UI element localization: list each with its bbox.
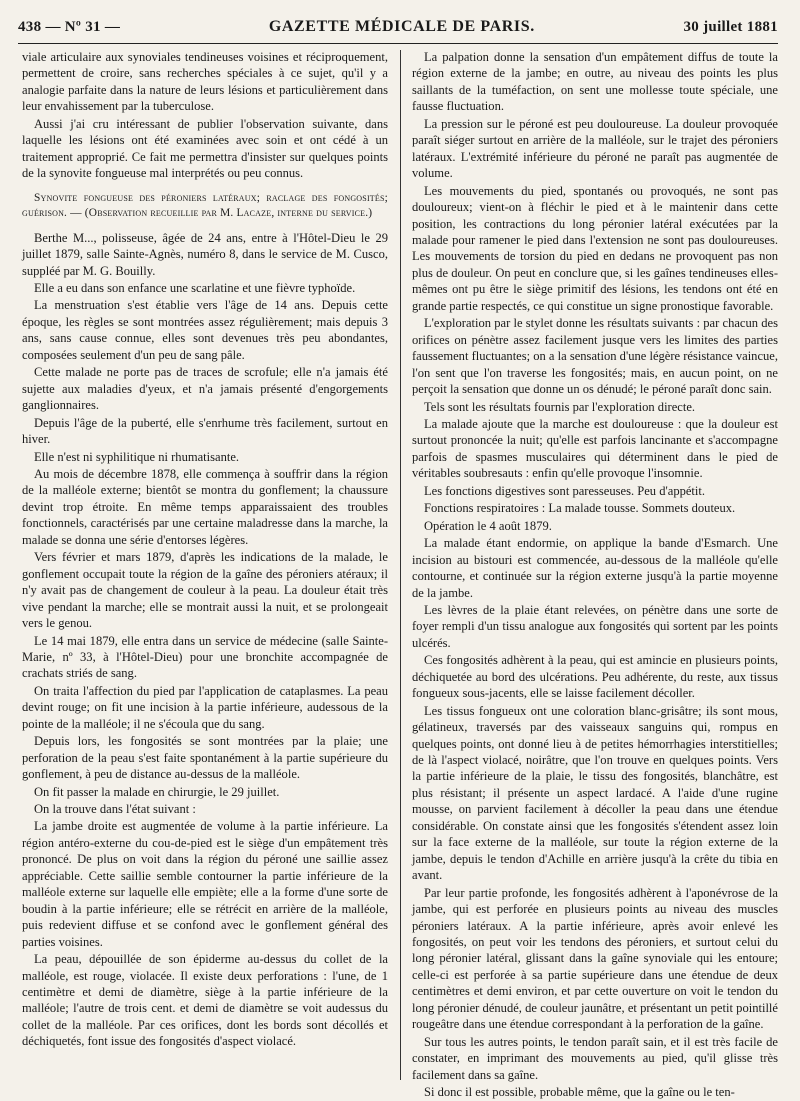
page-number: 438 — Nº 31 — <box>18 18 121 35</box>
paragraph: Berthe M..., polisseuse, âgée de 24 ans, entre à l'Hôtel-Dieu le 29 juillet 1879, salle Sainte-Agnès, numéro 8, dans le service de M. Cusco, suppléé par M. G. Bouilly. <box>22 230 388 278</box>
paragraph: Depuis l'âge de la puberté, elle s'enrhume très facilement, surtout en hiver. <box>22 415 388 447</box>
paragraph: Si donc il est possible, probable même, que la gaîne ou le ten- <box>424 1085 735 1100</box>
paragraph: La jambe droite est augmentée de volume à la partie inférieure. La région antéro-externe du cou-de-pied est le siège d'un empâtement très prononcé. De plus on voit dans la région du péroné une saillie assez appréciable. Cette saillie semble contourner la partie inférieure de la malléole externe sur laquelle elle empiète; elle a la forme d'une sorte de boudin à la partie inférieure; elle se rétrécit en arrière de la malléole, puis redevient diffuse et se confond avec le gonflement général des parties voisines. <box>22 819 388 949</box>
paragraph: Tels sont les résultats fournis par l'exploration directe. <box>424 399 696 414</box>
journal-title: GAZETTE MÉDICALE DE PARIS. <box>268 18 535 35</box>
paragraph: Elle a eu dans son enfance une scarlatine et une fièvre typhoïde. <box>34 280 356 295</box>
paragraph: La peau, dépouillée de son épiderme au-dessus du collet de la malléole, est rouge, violacée. Il existe deux perforations : l'une, de 1 centimètre et demi de diamètre, siège à la partie inférieure de la malléole; l'autre de trois cent. et demi de diamètre se voit audessus du collet de la malléole. Par ces orifices, dont les bords sont décollés et déchiquetés, font issue des fongosités d'aspect violacé. <box>22 952 388 1049</box>
paragraph: La palpation donne la sensation d'un empâtement diffus de toute la région externe de la jambe; en outre, au niveau des points les plus saillants de la tuméfaction, on sent une mollesse toute spéciale, une fausse fluctuation. <box>412 50 778 114</box>
paragraph: La menstruation s'est établie vers l'âge de 14 ans. Depuis cette époque, les règles se sont montrées assez régulièrement; mais depuis 3 ans, sans cause connue, elles sont devenues très peu abondantes, composées seulement d'un peu de sang pâle. <box>22 298 388 362</box>
paragraph: Les lèvres de la plaie étant relevées, on pénètre dans une sorte de foyer rempli d'un tissu analogue aux fongosités qui sortent par les points ulcérés. <box>412 602 778 650</box>
paragraph: La malade étant endormie, on applique la bande d'Esmarch. Une incision au bistouri est commencée, au-dessous de la malléole qu'elle contourne, et continuée sur la région externe jusqu'à la partie moyenne de la jambe. <box>412 536 778 600</box>
right-column <box>412 49 778 1100</box>
paragraph: Le 14 mai 1879, elle entra dans un service de médecine (salle Sainte-Marie, nº 33, à l'Hôtel-Dieu) pour une bronchite accompagnée de crachats striés de sang. <box>22 633 388 681</box>
paragraph: La malade ajoute que la marche est douloureuse : que la douleur est surtout prononcée la nuit; qu'elle est parfois lancinante et s'accompagne parfois de spasmes musculaires qui déterminent dans le pied de véritables soubresauts : enfin qu'elle provoque l'insomnie. <box>412 416 778 481</box>
paragraph: Ces fongosités adhèrent à la peau, qui est amincie en plusieurs points, déchiquetée au bord des ulcérations. Peu adhérente, du reste, aux tissus fongueux sous-jacents, elle se laisse facilement décoller. <box>412 653 778 701</box>
paragraph: Elle n'est ni syphilitique ni rhumatisante. <box>34 449 240 464</box>
paragraph: La pression sur le péroné est peu douloureuse. La douleur provoquée paraît siéger surtout en arrière de la malléole, sur le trajet des péroniers latéraux. L'extrémité inférieure du péroné ne paraît pas augmentée de volume. <box>412 116 778 181</box>
paragraph: Les tissus fongueux ont une coloration blanc-grisâtre; ils sont mous, gélatineux, traversés par des vaisseaux sanguins qui, rompus en quelques points, ont donné lieu à de petites hémorrhagies interstitielles; de là l'aspect violacé, noirâtre, que l'on trouve en quelques points. Vers la partie inférieure de la plaie, le tissu des fongosités, blanchâtre, est plus résistant; il présente un aspect lardacé. A l'aide d'une rugine mousse, on parvient facilement à décoller la peau dans une étendue considérable. On constate ainsi que les fongosités s'étendent assez loin sur la face externe de la malléole, sur toute la région externe de la jambe, depuis le tendon d'Achille en arrière jusqu'à la crête du tibia en avant. <box>412 703 778 883</box>
paragraph: Opération le 4 août 1879. <box>424 518 552 533</box>
paragraph: Les fonctions digestives sont paresseuses. Peu d'appétit. <box>424 483 706 498</box>
paragraph: Au mois de décembre 1878, elle commença à souffrir dans la région de la malléole externe; bientôt se montra du gonflement; la chaussure devint trop étroite. En même temps apparaissaient des troubles fonctionnels, caractérisés par une certaine maladresse dans la marche, la malade se donna une série d'entorses légères. <box>22 466 388 547</box>
page-header <box>18 14 778 40</box>
paragraph: viale articulaire aux synoviales tendineuses voisines et réciproquement, permettent de croire, sans recherches spéciales à ce sujet, qu'il y a analogie parfaite dans la nature de leurs lésions et particulièrement dans leur envahissement par la tuberculose. <box>22 50 388 114</box>
paragraph: Vers février et mars 1879, d'après les indications de la malade, le gonflement occupait toute la région de la gaîne des péroniers atéraux; il n'y avait pas de changement de couleur à la peau. La douleur était très vive pendant la marche; elle se montrait aussi la nuit, et se prolongeait vers le genou. <box>22 550 388 631</box>
paragraph: Fonctions respiratoires : La malade tousse. Sommets douteux. <box>424 501 736 516</box>
paragraph: Cette malade ne porte pas de traces de scrofule; elle n'a jamais été sujette aux maladies d'yeux, et n'a jamais présenté d'engorgements ganglionnaires. <box>22 365 388 413</box>
paragraph: Aussi j'ai cru intéressant de publier l'observation suivante, dans laquelle les lésions ont été examinées avec soin et ont cédé à un traitement approprié. Ce fait me permettra d'insister sur quelques points de la synovite fongueuse mal interprétés ou peu connus. <box>22 116 388 181</box>
paragraph: Depuis lors, les fongosités se sont montrées par la plaie; une perforation de la peau s'est faite spontanément à la partie supérieure du gonflement, à peu de distance au-dessus de la malléole. <box>22 734 388 782</box>
paragraph: On traita l'affection du pied par l'application de cataplasmes. La peau devint rouge; on fit une incision à la partie inférieure, audessous de la pointe de la malléole; il ne s'écoula que du sang. <box>22 683 388 731</box>
column-divider <box>400 50 401 1080</box>
paragraph: On la trouve dans l'état suivant : <box>34 802 196 817</box>
left-column <box>22 49 388 1084</box>
paragraph: On fit passer la malade en chirurgie, le 29 juillet. <box>34 784 280 799</box>
paragraph: Les mouvements du pied, spontanés ou provoqués, ne sont pas douloureux; vient-on à fléchir le pied et à le maintenir dans cette position, les contractions du long péronier latéral exécutées par la malade pour ramener le pied dans l'extension ne sont pas douloureuses. Les mouvements de torsion du pied en dedans ne provoquent pas non plus de douleur. On peut en conclure que, si les gaînes tendineuses elles-mêmes ont pu être le siège primitif des lésions, les tendons ont été en grande partie respectés, ce qui constitue un signe pronostique favorable. <box>412 183 778 313</box>
paragraph: L'exploration par le stylet donne les résultats suivants : par chacun des orifices on pénètre assez facilement jusque vers les limites des parties faussement fluctuantes; on a la sensation d'une légère résistance vaincue, l'on sent que l'on traverse les fongosités; mais, en aucun point, on ne perçoit la sensation que donne un os dénudé; le péroné paraît donc sain. <box>412 316 778 397</box>
paragraph: Par leur partie profonde, les fongosités adhèrent à l'aponévrose de la jambe, qui est perforée en plusieurs points au niveau des muscles péroniers latéraux. A la partie inférieure, après avoir enlevé les fongosités, on peut voir les tendons des péroniers, et surtout celui du long péronier latéral, glissant dans la gaîne synoviale qui les entoure; celle-ci est perforée à sa partie supérieure dans une étendue de deux centimètres et demi environ, et par cette ouverture on voit le tendon du long péronier dénudé, de couleur jaunâtre, et présentant un petit pointillé rougeâtre dans une étendue correspondant à la perforation de la gaîne. <box>412 885 778 1032</box>
paragraph: Sur tous les autres points, le tendon paraît sain, et il est très facile de constater, en imprimant des mouvements au pied, qu'il glisse très facilement dans sa gaîne. <box>412 1034 778 1082</box>
issue-date: 30 juillet 1881 <box>683 18 778 35</box>
case-title: Synovite fongueuse des péroniers latéraux; raclage des fongosités; guérison. — (Observation recueillie par M. Lacaze, interne du service.) <box>22 191 388 220</box>
header-rule <box>18 43 778 44</box>
